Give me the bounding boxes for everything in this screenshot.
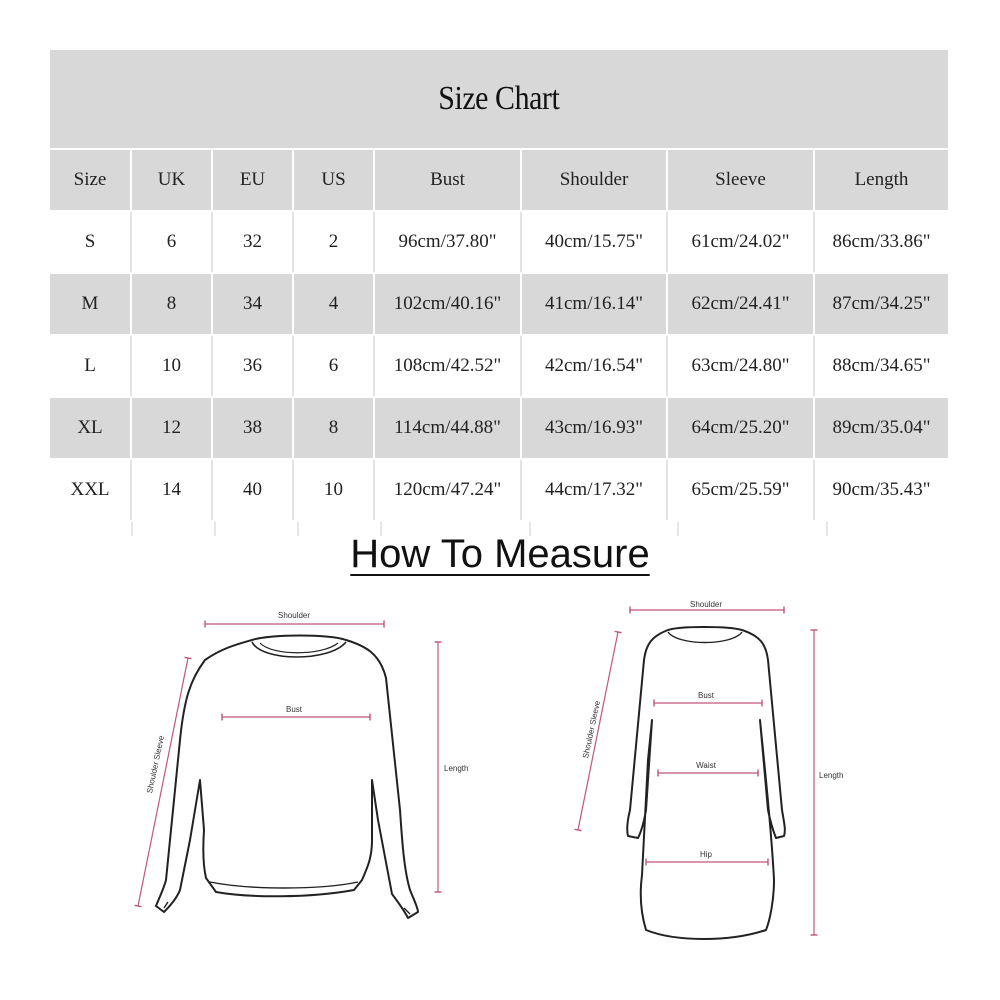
cell-eu: 38 [212,397,293,459]
size-table [50,150,948,522]
cell-sleeve: 61cm/24.02" [667,211,814,273]
cell-us: 6 [293,335,374,397]
cell-uk: 10 [131,335,212,397]
sweater-sleeve-label: Shoulder Sleeve [145,734,167,795]
dress-waist-label: Waist [696,761,716,770]
header-eu: EU [212,150,293,211]
table-row [50,397,948,459]
sweater-outline [156,636,418,919]
header-size: Size [50,150,131,211]
cell-size: M [50,273,131,335]
cell-us: 10 [293,459,374,521]
table-header-row [50,150,948,211]
cell-shoulder: 44cm/17.32" [521,459,667,521]
sweater-shoulder-label: Shoulder [277,611,311,620]
cell-bust: 108cm/42.52" [374,335,521,397]
cell-bust: 120cm/47.24" [374,459,521,521]
sweater-bust-label: Bust [285,705,303,714]
header-us: US [293,150,374,211]
measurement-diagrams [0,590,1000,960]
cell-uk: 6 [131,211,212,273]
cell-us: 4 [293,273,374,335]
cell-us: 2 [293,211,374,273]
dress-shoulder-label: Shoulder [689,600,723,609]
cell-eu: 34 [212,273,293,335]
how-to-measure-heading: How To Measure [350,532,650,576]
header-sleeve: Sleeve [667,150,814,211]
header-bust: Bust [374,150,521,211]
cell-bust: 114cm/44.88" [374,397,521,459]
dress-length-label: Length [819,771,844,780]
cell-sleeve: 65cm/25.59" [667,459,814,521]
cell-bust: 102cm/40.16" [374,273,521,335]
cell-uk: 14 [131,459,212,521]
dress-hip-label: Hip [699,850,713,859]
cell-shoulder: 43cm/16.93" [521,397,667,459]
dress-sleeve-label: Shoulder Sleeve [581,699,603,760]
cell-eu: 36 [212,335,293,397]
table-row [50,211,948,273]
cell-bust: 96cm/37.80" [374,211,521,273]
cell-sleeve: 62cm/24.41" [667,273,814,335]
cell-uk: 8 [131,273,212,335]
table-row [50,459,948,521]
cell-length: 87cm/34.25" [814,273,948,335]
cell-shoulder: 42cm/16.54" [521,335,667,397]
cell-shoulder: 41cm/16.14" [521,273,667,335]
cell-length: 86cm/33.86" [814,211,948,273]
dress-collar [668,632,742,643]
cell-length: 88cm/34.65" [814,335,948,397]
cell-shoulder: 40cm/15.75" [521,211,667,273]
table-row [50,335,948,397]
dress-diagram [578,600,843,939]
size-chart-title-bar [50,50,948,150]
dress-bust-label: Bust [697,691,715,700]
table-row [50,273,948,335]
cell-size: XXL [50,459,131,521]
cell-us: 8 [293,397,374,459]
cell-size: L [50,335,131,397]
size-chart-title: Size Chart [438,80,560,117]
sweater-diagram [138,611,468,918]
cell-size: S [50,211,131,273]
header-shoulder: Shoulder [521,150,667,211]
cell-uk: 12 [131,397,212,459]
cell-eu: 32 [212,211,293,273]
header-uk: UK [131,150,212,211]
sweater-collar [252,642,346,657]
cell-length: 89cm/35.04" [814,397,948,459]
header-length: Length [814,150,948,211]
dress-outline [627,627,785,939]
cell-sleeve: 63cm/24.80" [667,335,814,397]
cell-size: XL [50,397,131,459]
sweater-length-label: Length [444,764,469,773]
cell-length: 90cm/35.43" [814,459,948,521]
size-chart [50,50,948,536]
cell-sleeve: 64cm/25.20" [667,397,814,459]
cell-eu: 40 [212,459,293,521]
